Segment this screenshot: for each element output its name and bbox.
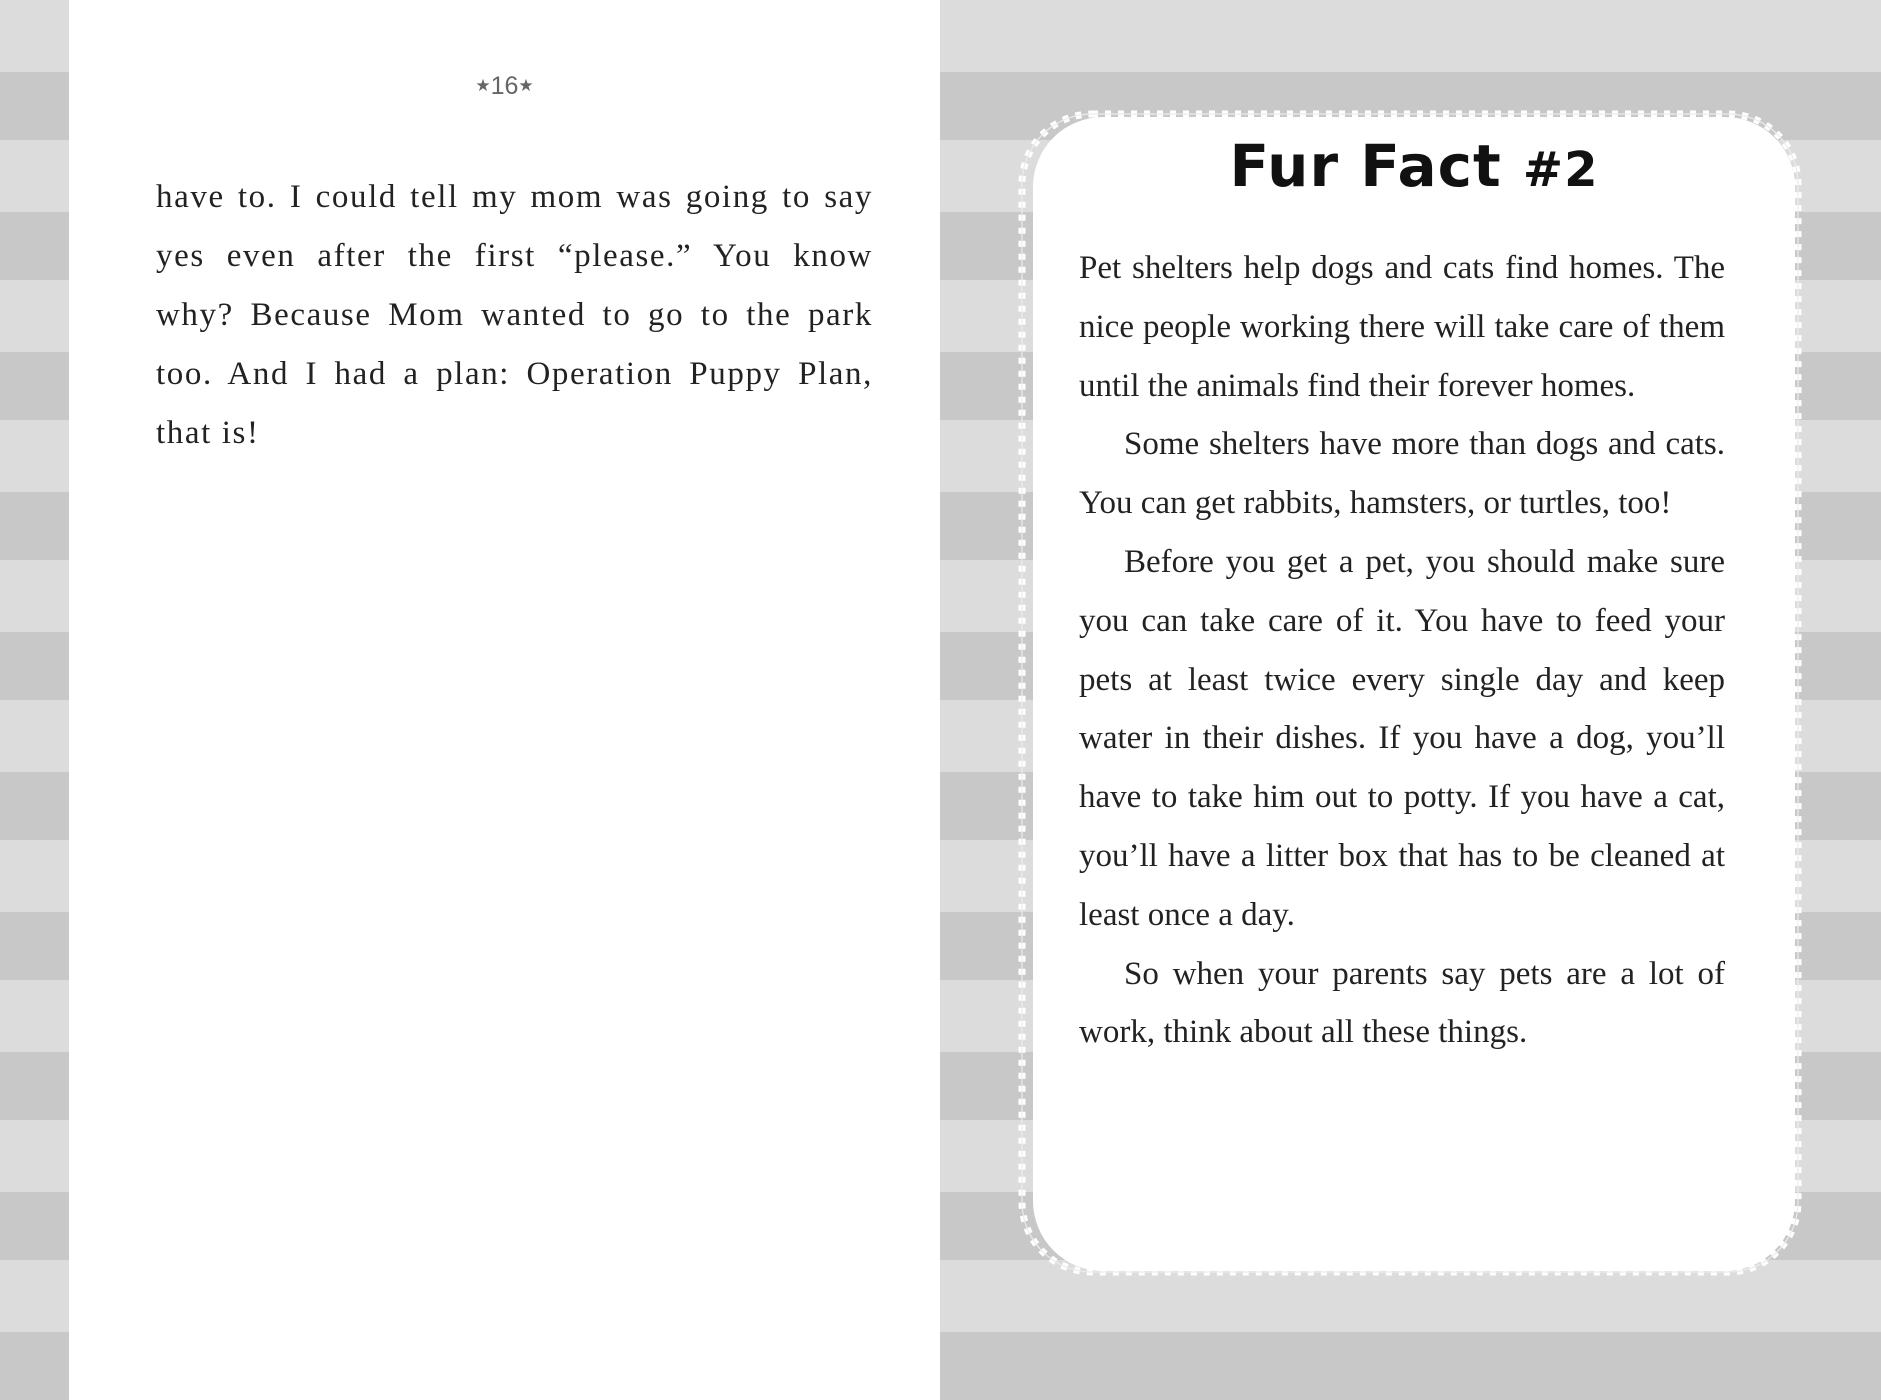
left-page [69, 0, 940, 1400]
star-icon: ★ [475, 76, 491, 95]
page-number-value: 16 [490, 72, 519, 100]
fur-fact-paragraph: Some shelters have more than dogs and cats. You can get rabbits, hamsters, or turtles, too! [1079, 426, 1725, 522]
story-paragraph: have to. I could tell my mom was going to say yes even after the first “please.” You know why? Because Mom wanted to go to the park too. And I had a plan: Operation Puppy Plan, that is! [156, 179, 873, 451]
fur-fact-title-number: #2 [1522, 142, 1599, 198]
fur-fact-paragraph: Pet shelters help dogs and cats find homes. The nice people working there will take care of them until the animals find their forever homes. [1079, 250, 1725, 404]
fur-fact-paragraph: So when your parents say pets are a lot of work, think about all these things. [1079, 955, 1725, 1051]
fur-fact-title-text: Fur Fact [1229, 132, 1523, 200]
fur-fact-paragraph: Before you get a pet, you should make sure you can take care of it. You have to feed your pets at least twice every single day and keep water in their dishes. If you have a dog, you’ll have to take him out to potty. If you have a cat, you’ll have a litter box that has to be cleaned at least once a day. [1079, 543, 1725, 933]
page-number [69, 72, 940, 101]
fur-fact-title [1033, 132, 1795, 200]
fur-fact-body [1079, 239, 1725, 1062]
star-icon: ★ [518, 76, 534, 95]
story-text [156, 168, 873, 463]
